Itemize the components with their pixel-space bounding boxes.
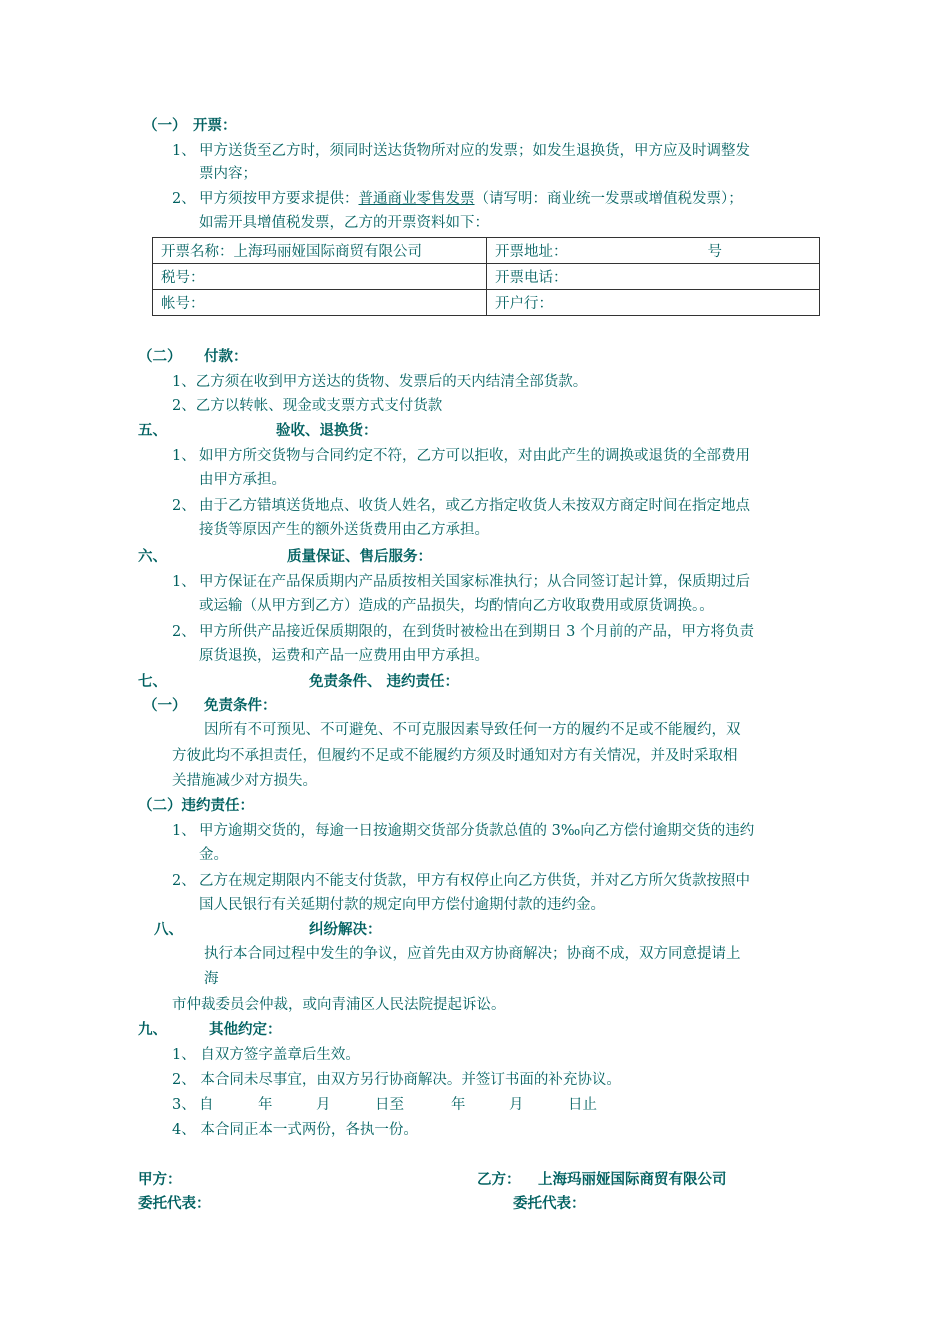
invoice-phone-cell: 开票电话： xyxy=(487,264,820,290)
s5-item-1-line2: 由甲方承担。 xyxy=(199,472,286,488)
s6-item-1-line1: 甲方保证在产品保质期内产品质按相关国家标准执行；从合同签订起计算，保质期过后 xyxy=(199,574,750,590)
invoice-item-2-line1 xyxy=(199,189,743,209)
invoice-item-2-pre: 甲方须按甲方要求提供： xyxy=(199,191,359,207)
section-8-title: 纠纷解决： xyxy=(309,921,382,938)
s7-para-line1: 因所有不可预见、不可避免、不可克服因素导致任何一方的履约不足或不能履约，双 xyxy=(204,722,741,738)
s7-item-1-line1: 甲方逾期交货的，每逾一日按逾期交货部分货款总值的 3‰向乙方偿付逾期交货的违约 xyxy=(199,823,755,839)
s6-item-2-num: 2、 xyxy=(172,624,196,640)
invoice-item-2-line2: 如需开具增值税发票，乙方的开票资料如下： xyxy=(199,215,489,231)
s9-item-3-num: 3、 xyxy=(172,1097,196,1113)
invoice-item-2-num: 2、 xyxy=(172,191,196,207)
s7-item-1-num: 1、 xyxy=(172,823,196,839)
s7-para-line2: 方彼此均不承担责任，但履约不足或不能履约方须及时通知对方有关情况，并及时采取相 xyxy=(172,748,738,764)
section-6-num: 六、 xyxy=(138,548,167,565)
s5-item-2-line1: 由于乙方错填送货地点、收货人姓名，或乙方指定收货人未按双方商定时间在指定地点 xyxy=(199,498,750,514)
sub-heading-invoice: 开票： xyxy=(193,117,237,134)
party-b-name: 上海玛丽娅国际商贸有限公司 xyxy=(538,1171,727,1188)
party-b-representative: 委托代表： xyxy=(513,1195,586,1212)
s7-sub-2-title: （二）违约责任： xyxy=(138,797,254,814)
s8-line3: 市仲裁委员会仲裁，或向青浦区人民法院提起诉讼。 xyxy=(172,997,506,1013)
section-9-num: 九、 xyxy=(138,1021,167,1038)
party-b-label: 乙方： xyxy=(477,1171,521,1188)
s7-item-1-line2: 金。 xyxy=(199,847,228,863)
s5-item-1-line1: 如甲方所交货物与合同约定不符，乙方可以拒收，对由此产生的调换或退货的全部费用 xyxy=(199,448,750,464)
section-7-title: 免责条件、 违约责任： xyxy=(309,673,460,690)
sub-heading-invoice-num: （一） xyxy=(143,117,187,134)
s6-item-2-line1: 甲方所供产品接近保质期限的，在到货时被检出在到期日 3 个月前的产品，甲方将负责 xyxy=(199,624,754,640)
section-9-title: 其他约定： xyxy=(209,1021,282,1038)
s9-item-2: 2、 本合同未尽事宜，由双方另行协商解决。并签订书面的补充协议。 xyxy=(172,1072,621,1088)
invoice-item-1-num: 1、 xyxy=(172,143,196,159)
s9-item-3-month2: 月 xyxy=(509,1097,524,1113)
s9-item-3-month1: 月 xyxy=(316,1097,331,1113)
bank-cell: 开户行： xyxy=(487,290,820,316)
section-5-title: 验收、退换货： xyxy=(276,422,378,439)
invoice-type-underlined: 普通商业零售发票 xyxy=(358,191,475,207)
payment-item-1: 1、乙方须在收到甲方送达的货物、发票后的天内结清全部货款。 xyxy=(172,374,588,390)
invoice-address-cell xyxy=(487,238,820,264)
s6-item-1-line2: 或运输（从甲方到乙方）造成的产品损失，均酌情向乙方收取费用或原货调换。。 xyxy=(199,598,714,614)
sub-heading-payment-num: （二） xyxy=(138,348,182,365)
s9-item-1: 1、 自双方签字盖章后生效。 xyxy=(172,1047,360,1063)
s8-line2: 海 xyxy=(204,971,219,987)
s7-sub-1-title: 免责条件： xyxy=(204,697,277,714)
s7-item-2-num: 2、 xyxy=(172,873,196,889)
sub-heading-payment: 付款： xyxy=(204,348,248,365)
s7-sub-1-num: （一） xyxy=(143,697,187,714)
invoice-info-table xyxy=(152,237,820,316)
s5-item-2-line2: 接货等原因产生的额外送货费用由乙方承担。 xyxy=(199,522,489,538)
section-5-num: 五、 xyxy=(138,422,167,439)
s9-item-4: 4、 本合同正本一式两份，各执一份。 xyxy=(172,1122,418,1138)
s7-item-2-line2: 国人民银行有关延期付款的规定向甲方偿付逾期付款的违约金。 xyxy=(199,897,605,913)
s9-item-3-year1: 年 xyxy=(258,1097,273,1113)
s9-item-3-from: 自 xyxy=(199,1097,214,1113)
payment-item-2: 2、乙方以转帐、现金或支票方式支付货款 xyxy=(172,398,443,414)
section-6-title: 质量保证、售后服务： xyxy=(287,548,432,565)
s9-item-3-year2: 年 xyxy=(451,1097,466,1113)
invoice-name-cell: 开票名称：上海玛丽娅国际商贸有限公司 xyxy=(153,238,487,264)
tax-number-cell: 税号： xyxy=(153,264,487,290)
s7-item-2-line1: 乙方在规定期限内不能支付货款，甲方有权停止向乙方供货，并对乙方所欠货款按照中 xyxy=(199,873,750,889)
account-cell: 帐号： xyxy=(153,290,487,316)
s8-line1: 执行本合同过程中发生的争议，应首先由双方协商解决；协商不成，双方同意提请上 xyxy=(204,946,741,962)
party-a-representative: 委托代表： xyxy=(138,1195,211,1212)
table-row xyxy=(153,238,820,264)
table-row xyxy=(153,264,820,290)
invoice-item-1-line1: 甲方送货至乙方时，须同时送达货物所对应的发票；如发生退换货，甲方应及时调整发 xyxy=(199,143,750,159)
table-row xyxy=(153,290,820,316)
s6-item-1-num: 1、 xyxy=(172,574,196,590)
party-a-label: 甲方： xyxy=(138,1171,182,1188)
invoice-item-2-post: （请写明：商业统一发票或增值税发票）； xyxy=(474,191,743,207)
section-8-num: 八、 xyxy=(154,921,183,938)
s5-item-1-num: 1、 xyxy=(172,448,196,464)
s9-item-3-day-to: 日至 xyxy=(375,1097,404,1113)
section-7-num: 七、 xyxy=(138,673,167,690)
s9-item-3-day-end: 日止 xyxy=(568,1097,597,1113)
s6-item-2-line2: 原货退换，运费和产品一应费用由甲方承担。 xyxy=(199,648,489,664)
s7-para-line3: 关措施减少对方损失。 xyxy=(172,773,317,789)
invoice-item-1-line2: 票内容； xyxy=(199,166,257,182)
invoice-address-label: 开票地址： xyxy=(495,244,568,260)
s5-item-2-num: 2、 xyxy=(172,498,196,514)
invoice-address-suffix: 号 xyxy=(707,244,722,260)
